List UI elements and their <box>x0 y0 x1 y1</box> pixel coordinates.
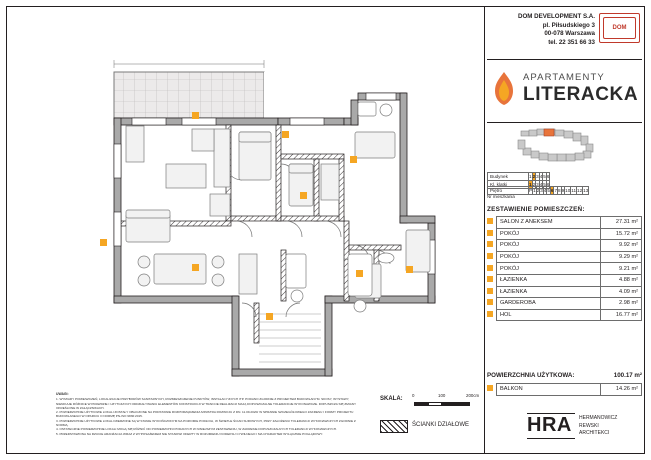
floor-cell[interactable]: 11 <box>571 188 577 193</box>
architect-name <box>579 415 617 438</box>
room-color-swatch <box>487 240 497 252</box>
floor-plan-svg <box>14 14 480 386</box>
table-row <box>487 228 642 240</box>
apartment-number-label: Nr mieszkania <box>487 194 515 199</box>
table-row <box>487 240 642 252</box>
floor-cell[interactable]: 13 <box>583 188 589 193</box>
building-cell[interactable]: 4 <box>539 174 543 179</box>
room-area: 9.29 m² <box>601 251 642 263</box>
room-name: POKÓJ <box>497 263 601 275</box>
dom-development-logo <box>599 13 640 43</box>
room-area: 9.21 m² <box>601 263 642 275</box>
note-item: 5. PRZEDSTAWIONA NA RZUCIE ARANŻACJA WRAZ Z WYPOSAŻENIEM NIE STANOWI OFERTY W ROZUMIENIU KODEKSU CYWILNEGO I MA CHARAKTER WYŁĄCZNIE POGLĄDOWY. <box>56 431 323 436</box>
room-area: 27.31 m² <box>601 217 642 229</box>
developer-info <box>487 13 595 47</box>
room-color-swatch <box>487 251 497 263</box>
room-name: SALON Z ANEKSEM <box>497 217 601 229</box>
table-row <box>487 274 642 286</box>
balcony-color-swatch <box>487 384 497 396</box>
staircase-cell[interactable]: 4 <box>539 182 543 187</box>
table-row <box>487 309 642 321</box>
room-color-swatch <box>487 274 497 286</box>
room-marker <box>356 270 363 277</box>
scale-label: SKALA: <box>380 396 403 402</box>
wall-legend <box>380 418 490 436</box>
floor-cell[interactable]: 2 <box>536 188 540 193</box>
room-marker <box>192 112 199 119</box>
table-row <box>487 251 642 263</box>
scale-tick-2: 200cm <box>466 393 480 398</box>
total-area-value: 100.17 m² <box>613 372 642 379</box>
building-row <box>488 173 550 181</box>
developer-header <box>487 9 642 57</box>
floor-cell[interactable]: 10 <box>565 188 571 193</box>
architect-line-2: REWSKI <box>579 422 599 429</box>
balcony-area: 14.26 m² <box>601 384 642 396</box>
staircase-cell[interactable]: 6 <box>546 182 550 187</box>
room-marker <box>100 239 107 246</box>
table-row <box>487 217 642 229</box>
note-item: 4. OSTATECZNE POWIERZCHNIE LOKALI MOGĄ SIĘ RÓŻNIĆ OD POWIERZCHNI PODANYCH W NINIEJSZYM ZESTAWIENIU, W ZAKRESIE DOPUSZCZALNYCH TOLERANCJI WYKONAWCZYCH. <box>56 427 337 432</box>
architect-logo <box>527 412 642 442</box>
building-cell[interactable]: 1 <box>529 174 532 179</box>
note-item: 3. POWIERZCHNIE UŻYTKOWE LOKALI MIERZONE SĄ W STANIE WYKOŃCZONYM NA POZIOMIE PODŁOGI, W ŚWIETLE ŚCIAN SUROWYCH, PRZY ZAŁOŻENIU TOLERANCJI WYKONAWCZYCH ZGODNIE Z NORMĄ. <box>56 418 356 428</box>
brand-line-1: APARTAMENTY <box>523 72 605 83</box>
room-area: 15.72 m² <box>601 228 642 240</box>
staircase-label: Kl. klatki <box>488 181 529 189</box>
room-marker <box>350 156 357 163</box>
room-marker <box>192 264 199 271</box>
scale-graphic <box>414 402 470 406</box>
sheet-divider <box>484 6 485 454</box>
room-area: 4.09 m² <box>601 286 642 298</box>
developer-address: pl. Piłsudskiego 3 <box>542 21 595 29</box>
scale-tick-1: 100 <box>438 393 446 398</box>
staircase-cell[interactable]: 5 <box>543 182 546 187</box>
floor-cell[interactable]: 8 <box>558 188 561 193</box>
total-area-row <box>487 372 642 381</box>
project-brand <box>487 66 642 120</box>
floor-cell[interactable]: P <box>529 188 533 193</box>
staircase-cell[interactable]: 2 <box>532 182 536 187</box>
floor-cell[interactable]: 5 <box>547 188 550 193</box>
notes-heading: UWAGI: <box>56 392 69 396</box>
rooms-schedule <box>487 206 642 321</box>
drawing-notes <box>56 392 356 436</box>
room-color-swatch <box>487 286 497 298</box>
room-area: 16.77 m² <box>601 309 642 321</box>
room-name: POKÓJ <box>497 251 601 263</box>
room-name: ŁAZIENKA <box>497 274 601 286</box>
site-plan <box>487 124 642 169</box>
room-marker <box>266 313 273 320</box>
developer-company: DOM DEVELOPMENT S.A. <box>517 13 595 20</box>
room-area: 2.98 m² <box>601 298 642 310</box>
room-color-swatch <box>487 298 497 310</box>
floor-cell[interactable]: 3 <box>540 188 543 193</box>
room-marker <box>406 266 413 273</box>
brand-line-2: LITERACKA <box>523 84 639 105</box>
room-name: POKÓJ <box>497 228 601 240</box>
room-marker <box>300 192 307 199</box>
table-row <box>487 384 642 396</box>
flame-icon <box>491 70 517 108</box>
dom-logo-text: DOM <box>612 24 627 31</box>
room-area: 9.92 m² <box>601 240 642 252</box>
table-row <box>487 298 642 310</box>
floor-cell[interactable]: 9 <box>561 188 565 193</box>
wall-legend-label: ŚCIANKI DZIAŁOWE <box>412 422 470 428</box>
architect-rule-bottom <box>527 438 575 439</box>
developer-phone: tel. 22 351 66 33 <box>548 38 595 46</box>
room-marker <box>282 131 289 138</box>
room-area: 4.88 m² <box>601 274 642 286</box>
room-name: POKÓJ <box>497 240 601 252</box>
staircase-cell[interactable]: 3 <box>536 182 539 187</box>
room-name: HOL <box>497 309 601 321</box>
table-row <box>487 263 642 275</box>
building-cell-selected[interactable]: 2 <box>532 174 536 179</box>
floor-cell-selected[interactable]: 6 <box>550 188 554 193</box>
wall-hatch-swatch <box>380 420 408 433</box>
brand-rule <box>487 122 642 123</box>
room-color-swatch <box>487 217 497 229</box>
dom-logo-inner <box>603 17 636 39</box>
floor-cell[interactable]: 4 <box>543 188 547 193</box>
building-cell[interactable]: 3 <box>536 174 539 179</box>
building-cell[interactable]: 6 <box>546 174 550 179</box>
developer-city: 00-078 Warszawa <box>544 30 595 38</box>
total-area-block <box>487 372 642 396</box>
room-color-swatch <box>487 263 497 275</box>
note-item: 2. POWIERZCHNIE UŻYTKOWE LOKALI ZOSTAŁY OBLICZONE NA PODSTAWIE ROZPORZĄDZENIA MINISTRA ROZWOJU Z DN. 11.09.2020r W SPRAWIE SZCZEGÓŁOWEGO ZAKRESU I FORMY PROJEKTU BUDOWLANEGO W OPARCIU O NORMĘ PN-ISO 9836:2015. <box>56 410 354 419</box>
balcony-name: BALKON <box>497 384 601 396</box>
architect-line-3: ARCHITEKCI <box>579 430 610 436</box>
architect-mark: HRA <box>527 414 572 436</box>
floor-label: Piętro <box>488 187 529 195</box>
total-area-label: POWIERZCHNIA UŻYTKOWA: <box>487 372 575 379</box>
room-name: GARDEROBA <box>497 298 601 310</box>
note-item: 1. WYMIARY POMIESZCZEŃ, LOKALIZACJE PRZYBORÓW SANITARNYCH, ROZMIESZCZENIE PUNKTÓW, INSTALACYJNYCH ITP. PODANO ZGODNIE Z PROJEKTEM BUDOWLANYM. SKOSY, WYSTAWY, NIENIKAJE RÓŻNICE W PRAWDZIE I UZYTCZAYCH ODDZIAŁYWANIU ELEMENTÓW KONSTRUKCJI W TRAKCIE REALIZACJI MAJĄ DOPUSZCZALNE TOLERANCJE WYKONAWCZE. DOPUSZCZA SIĘ ZMIANY OKREŚLONE W ZAŁĄCZNIKACH. <box>56 397 357 410</box>
room-color-swatch <box>487 228 497 240</box>
staircase-cell-selected[interactable]: 1 <box>529 182 532 187</box>
floor-cell[interactable]: 1 <box>533 188 536 193</box>
architect-line-1: HERMANOWICZ <box>579 415 618 421</box>
floor-cell[interactable]: 7 <box>554 188 558 193</box>
scale-tick-0: 0 <box>412 393 415 398</box>
room-name: ŁAZIENKA <box>497 286 601 298</box>
header-rule <box>487 59 642 60</box>
room-color-swatch <box>487 309 497 321</box>
building-cell[interactable]: 5 <box>543 174 546 179</box>
floor-cell[interactable]: 12 <box>577 188 583 193</box>
building-label: Budynek <box>488 173 529 181</box>
apartment-floor-plan <box>14 14 480 386</box>
table-row <box>487 286 642 298</box>
rooms-schedule-title: ZESTAWIENIE POMIESZCZEŃ: <box>487 206 585 213</box>
